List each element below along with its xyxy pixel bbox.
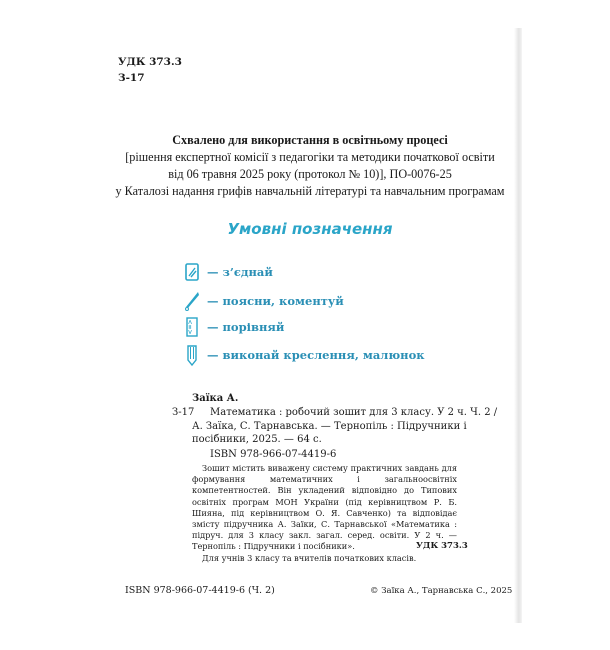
annotation-audience: Для учнів 3 класу та вчителів початкових класів. bbox=[202, 552, 417, 563]
legend-label: — поясни, коментуй bbox=[207, 294, 344, 308]
legend-item-draw bbox=[183, 342, 425, 368]
approval-block bbox=[110, 132, 510, 200]
catalog-isbn: ISBN 978-966-07-4419-6 bbox=[210, 449, 337, 460]
legend-label: — виконай креслення, малюнок bbox=[207, 348, 425, 362]
catalog-udk: УДК 373.3 bbox=[416, 541, 468, 551]
catalog-code: З-17 bbox=[172, 407, 195, 418]
footer-isbn: ISBN 978-966-07-4419-6 (Ч. 2) bbox=[125, 585, 275, 596]
connect-icon bbox=[183, 261, 201, 283]
svg-text:<=>: <=> bbox=[186, 319, 193, 335]
approval-line: від 06 травня 2025 року (протокол № 10)], ПО-0076-25 bbox=[168, 167, 452, 181]
code-top: З-17 bbox=[118, 72, 145, 84]
legend-item-connect bbox=[183, 261, 273, 283]
legend-title: Умовні позначення bbox=[227, 220, 393, 238]
microphone-icon bbox=[183, 287, 201, 315]
catalog-line: А. Заїка, С. Тарнавська. — Тернопіль : Підручники і bbox=[192, 420, 467, 432]
approval-title: Схвалено для використання в освітньому процесі bbox=[172, 133, 448, 147]
footer-copyright: © Заїка А., Тарнавська С., 2025 bbox=[370, 586, 513, 596]
udk-top: УДК 373.3 bbox=[118, 56, 182, 68]
legend-label: — порівняй bbox=[207, 320, 285, 334]
pencil-icon bbox=[183, 342, 201, 368]
approval-line: [рішення експертної комісії з педагогіки та методики початкової освіти bbox=[125, 150, 495, 164]
catalog-author: Заїка А. bbox=[192, 393, 239, 404]
legend-label: — з’єднай bbox=[207, 265, 273, 279]
annotation-text: Зошит містить виважену систему практичних завдань для формування математичних і загальноосвітніх компетентностей. Він укладений відповідно до Типових освітніх програм МОН України (під керівництвом Р. Б. Шияна, під керівництвом О. Я. Савченко) та відповідає змісту підручника А. Заїки, С. Тарнавської «Математика : підруч. для 3 класу закл. загал. серед. освіти. У 2 ч. — Тернопіль : Підручники і посібники». bbox=[192, 463, 457, 552]
legend-item-compare bbox=[183, 316, 284, 338]
page-edge-shadow bbox=[514, 28, 522, 623]
compare-icon bbox=[183, 316, 201, 338]
legend-item-explain bbox=[183, 287, 344, 315]
approval-line: у Каталозі надання грифів навчальній літературі та навчальним програмам bbox=[115, 184, 505, 198]
catalog-line: посібники, 2025. — 64 с. bbox=[192, 434, 322, 445]
catalog-line: Математика : робочий зошит для 3 класу. У 2 ч. Ч. 2 / bbox=[210, 407, 498, 418]
